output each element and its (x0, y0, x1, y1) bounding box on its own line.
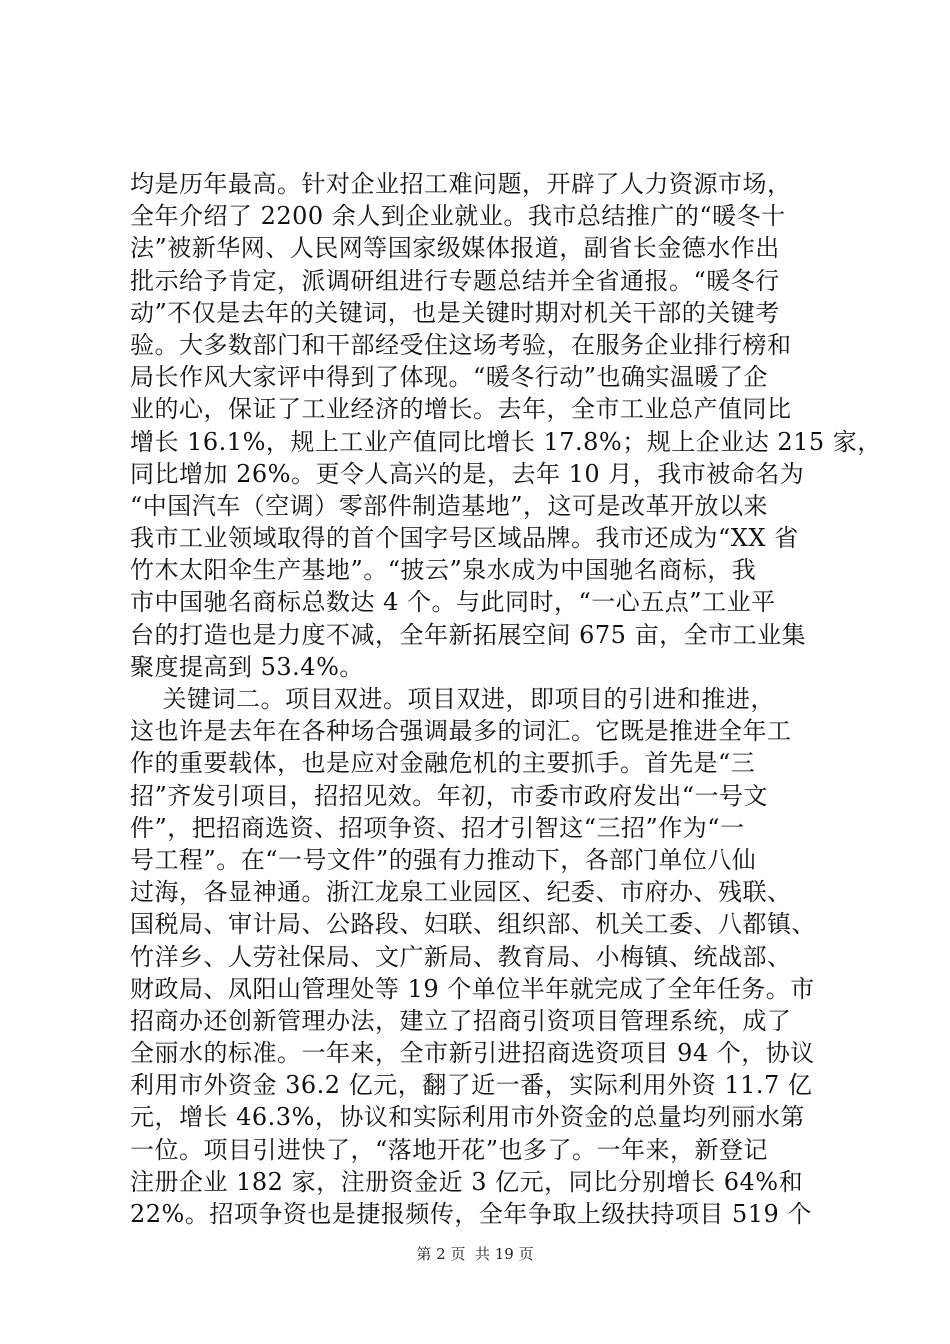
text-line: 注册企业 182 家，注册资金近 3 亿元，同比分别增长 64%和 (130, 1167, 804, 1196)
text-line: 全丽水的标准。一年来，全市新引进招商选资项目 94 个，协议 (130, 1039, 815, 1068)
text-line: 验。大多数部门和干部经受住这场考验，在服务企业排行榜和 (130, 330, 792, 359)
text-line: 22%。招项争资也是捷报频传，全年争取上级扶持项目 519 个 (130, 1200, 812, 1228)
text-line: “中国汽车（空调）零部件制造基地”，这可是改革开放以来 (130, 491, 769, 520)
text-line: 台的打造也是力度不减，全年新拓展空间 675 亩，全市工业集 (130, 620, 807, 649)
text-line: 件”，把招商选资、招项争资、招才引智这“三招”作为“一 (130, 813, 745, 842)
text-line: 全年介绍了 2200 余人到企业就业。我市总结推广的“暖冬十 (130, 202, 786, 231)
body-text (130, 168, 882, 1230)
text-line: 元，增长 46.3%，协议和实际利用市外资金的总量均列丽水第 (130, 1103, 805, 1132)
text-line: 局长作风大家评中得到了体现。“暖冬行动”也确实温暖了企 (130, 363, 769, 392)
text-line: 这也许是去年在各种场合强调最多的词汇。它既是推进全年工 (130, 717, 792, 746)
text-line: 作的重要载体，也是应对金融危机的主要抓手。首先是“三 (130, 749, 756, 778)
text-line: 法”被新华网、人民网等国家级媒体报道，副省长金德水作出 (130, 234, 780, 263)
text-line: 均是历年最高。针对企业招工难问题，开辟了人力资源市场， (130, 170, 792, 198)
text-line: 增长 16.1%，规上工业产值同比增长 17.8%；规上企业达 215 家， (130, 427, 882, 456)
text-line: 一位。项目引进快了，“落地开花”也多了。一年来，新登记 (130, 1135, 769, 1164)
text-line: 动”不仅是去年的关键词，也是关键时期对机关干部的关键考 (130, 298, 780, 327)
text-line: 竹木太阳伞生产基地”。“披云”泉水成为中国驰名商标，我 (130, 556, 757, 585)
text-line: 关键词二。项目双进。项目双进，即项目的引进和推进， (130, 685, 776, 713)
text-line: 我市工业领域取得的首个国字号区域品牌。我市还成为“XX 省 (130, 524, 799, 553)
text-line: 聚度提高到 53.4%。 (130, 652, 364, 681)
text-line: 过海，各显神通。浙江龙泉工业园区、纪委、市府办、残联、 (130, 878, 792, 907)
text-line: 市中国驰名商标总数达 4 个。与此同时，“一心五点”工业平 (130, 588, 776, 617)
text-line: 招”齐发引项目，招招见效。年初，市委市政府发出“一号文 (130, 781, 769, 810)
text-line: 号工程”。在“一号文件”的强有力推动下，各部门单位八仙 (130, 845, 757, 874)
text-line: 批示给予肯定，派调研组进行专题总结并全省通报。“暖冬行 (130, 266, 780, 295)
text-line: 国税局、审计局、公路段、妇联、组织部、机关工委、八都镇、 (130, 910, 816, 939)
text-line: 财政局、凤阳山管理处等 19 个单位半年就完成了全年任务。市 (130, 974, 815, 1003)
page-number-footer: 第 2 页 共 19 页 (416, 1245, 534, 1263)
text-line: 利用市外资金 36.2 亿元，翻了近一番，实际利用外资 11.7 亿 (130, 1071, 813, 1100)
text-line: 招商办还创新管理办法，建立了招商引资项目管理系统，成了 (130, 1006, 792, 1035)
text-line: 竹洋乡、人劳社保局、文广新局、教育局、小梅镇、统战部、 (130, 942, 792, 971)
text-line: 同比增加 26%。更令人高兴的是，去年 10 月，我市被命名为 (130, 459, 805, 488)
text-line: 业的心，保证了工业经济的增长。去年，全市工业总产值同比 (130, 395, 792, 424)
